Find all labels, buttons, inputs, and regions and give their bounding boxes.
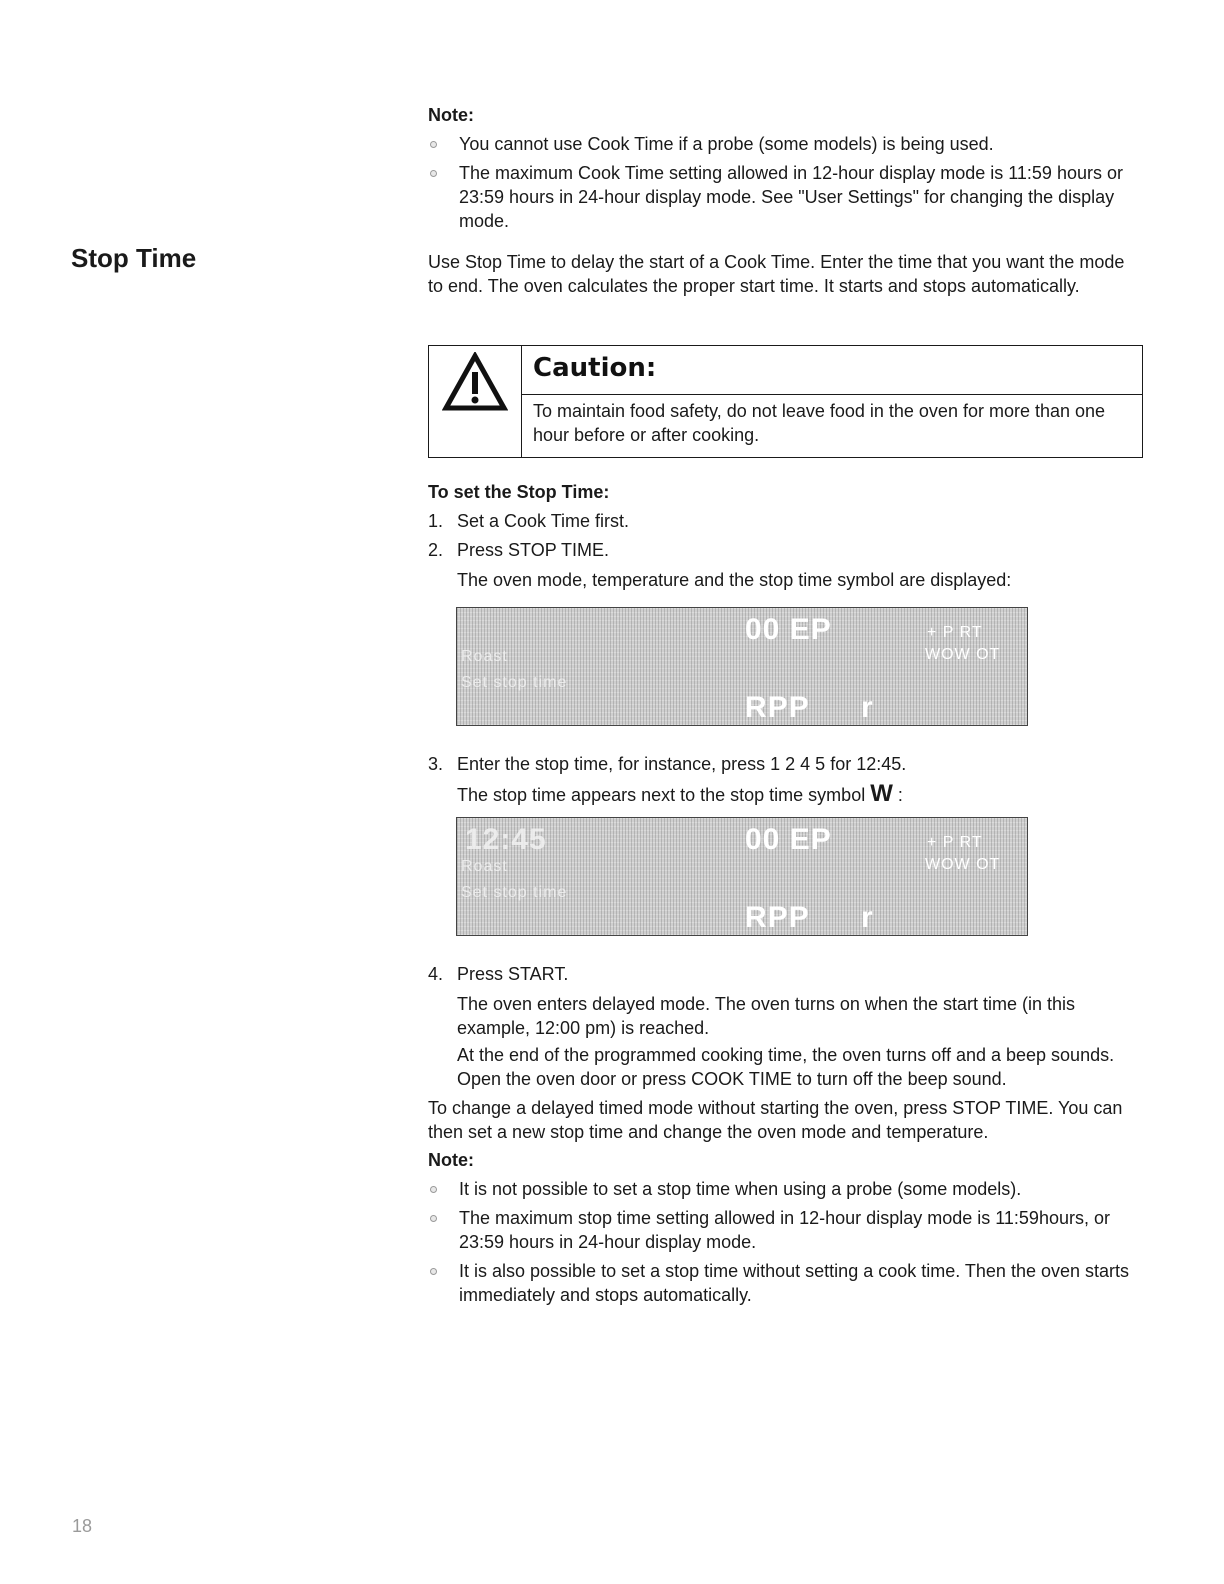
display-segment-bottom: RPP	[745, 901, 810, 934]
display-segment-time: 12:45	[465, 823, 547, 856]
display-segment-right1: + P RT	[927, 834, 983, 851]
display-segment-bottom: RPP	[745, 691, 810, 724]
note-list	[428, 1177, 1144, 1307]
step-text: Press START.	[457, 964, 569, 984]
procedure-heading: To set the Stop Time:	[428, 482, 610, 502]
step-text: Enter the stop time, for instance, press 1 2 4 5 for 12:45.	[457, 754, 907, 774]
note-item: It is also possible to set a stop time without setting a cook time. Then the oven starts immediately and stops automatically.	[428, 1259, 1144, 1307]
display-segment-right2: WOW OT	[925, 646, 1001, 663]
note-list	[428, 132, 1144, 233]
oven-display-1	[456, 607, 1028, 726]
steps-list	[428, 509, 1144, 592]
caution-text: To maintain food safety, do not leave food in the oven for more than one hour before or after cooking.	[533, 401, 1106, 445]
display-segment-left1: Roast	[461, 648, 508, 665]
note-item: The maximum Cook Time setting allowed in 12-hour display mode is 11:59 hours or 23:59 hours in 24-hour display mode. See "User Settings" for changing the display mode.	[428, 161, 1144, 233]
step-number: 1.	[428, 511, 444, 531]
step-detail	[457, 782, 1144, 807]
change-instructions: To change a delayed timed mode without starting the oven, press STOP TIME. You can then set a new stop time and change the oven mode and temperature.	[428, 1098, 1123, 1142]
display-segment-right1: + P RT	[927, 624, 983, 641]
note-label: Note:	[428, 1150, 474, 1170]
step-detail-prefix: The stop time appears next to the stop time symbol	[457, 785, 866, 805]
display-segment-top: 00 EP	[745, 613, 832, 646]
caution-title: Caution:	[522, 346, 1142, 395]
caution-icon-cell	[429, 346, 522, 457]
note-item: The maximum stop time setting allowed in 12-hour display mode is 11:59hours, or 23:59 hours in 24-hour display mode.	[428, 1206, 1144, 1254]
oven-display-2	[456, 817, 1028, 936]
display-segment-right2: WOW OT	[925, 856, 1001, 873]
note-item: It is not possible to set a stop time when using a probe (some models).	[428, 1177, 1144, 1201]
note-label: Note:	[428, 105, 474, 125]
step-number: 2.	[428, 540, 444, 560]
stop-time-symbol: r	[861, 901, 874, 934]
caution-box	[428, 345, 1143, 458]
display-segment-top: 00 EP	[745, 823, 832, 856]
display-segment-left2: Set stop time	[461, 884, 568, 901]
step-text: Set a Cook Time first.	[457, 511, 630, 531]
step-1	[428, 509, 1144, 533]
procedure-block-3	[428, 957, 1144, 1307]
top-note	[428, 103, 1144, 233]
step-number: 3.	[428, 754, 444, 774]
step-number: 4.	[428, 964, 444, 984]
section-heading: Stop Time	[71, 243, 197, 273]
section-intro: Use Stop Time to delay the start of a Cook Time. Enter the time that you want the mode to end. The oven calculates the proper start time. It starts and stops automatically.	[428, 252, 1125, 296]
section-intro-block	[428, 250, 1144, 298]
step-detail: The oven enters delayed mode. The oven turns on when the start time (in this example, 12:00 pm) is reached.	[457, 994, 1076, 1038]
step-4	[428, 962, 1144, 1091]
note-item: You cannot use Cook Time if a probe (some models) is being used.	[428, 132, 1144, 156]
procedure-block-1	[428, 480, 1144, 592]
steps-list	[428, 752, 1144, 807]
step-detail: At the end of the programmed cooking time, the oven turns off and a beep sounds. Open the oven door or press COOK TIME to turn off the beep sound.	[457, 1045, 1115, 1089]
step-3	[428, 752, 1144, 807]
caution-body	[522, 346, 1142, 457]
step-detail-suffix: :	[897, 785, 903, 805]
stop-time-symbol: W	[870, 780, 893, 807]
steps-list	[428, 962, 1144, 1091]
step-detail: The oven mode, temperature and the stop time symbol are displayed:	[457, 570, 1012, 590]
procedure-block-2	[428, 747, 1144, 807]
step-2	[428, 538, 1144, 592]
display-segment-left1: Roast	[461, 858, 508, 875]
display-segment-left2: Set stop time	[461, 674, 568, 691]
stop-time-symbol: r	[861, 691, 874, 724]
step-text: Press STOP TIME.	[457, 540, 610, 560]
page-number: 18	[72, 1516, 93, 1536]
warning-triangle-icon	[442, 352, 508, 412]
